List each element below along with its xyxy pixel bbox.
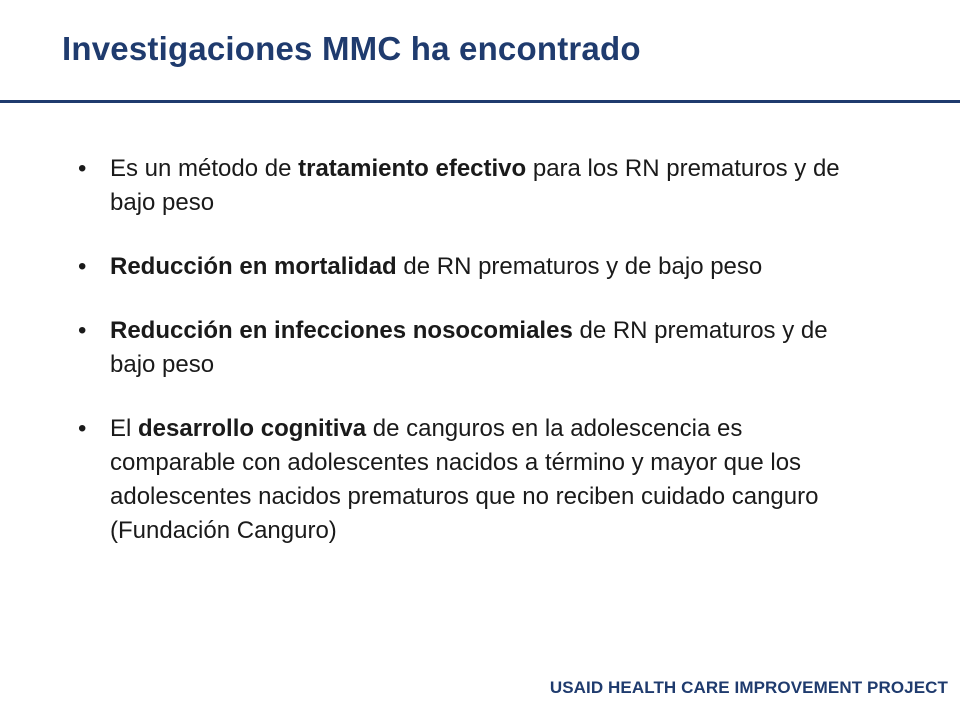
bullet-text-post: de RN prematuros y de bajo peso	[396, 253, 763, 280]
title-divider	[0, 100, 960, 103]
bullet-dot-icon: •	[78, 317, 87, 344]
bullet-text-bold: tratamiento efectivo	[298, 155, 527, 182]
bullet-item	[76, 314, 866, 382]
bullet-item	[76, 412, 866, 548]
bullet-item	[76, 152, 866, 220]
bullet-list	[76, 152, 866, 548]
slide-title: Investigaciones MMC ha encontrado	[62, 30, 641, 67]
bullet-item	[76, 250, 866, 284]
bullet-text-post: de RN prematuros y de bajo peso	[110, 317, 828, 378]
bullet-dot-icon: •	[78, 155, 87, 182]
bullet-dot-icon: •	[78, 415, 87, 442]
bullet-text-pre: Es un método de	[110, 155, 299, 182]
bullet-text-pre: El	[110, 415, 139, 442]
bullet-text-post: de canguros en la adolescencia es comparable con adolescentes nacidos a término y mayor que los adolescentes nacidos prematuros que no reciben cuidado canguro (Fundación Canguro)	[110, 415, 819, 544]
bullet-text-post: para los RN prematuros y de bajo peso	[110, 155, 840, 216]
footer-project-name: USAID HEALTH CARE IMPROVEMENT PROJECT	[549, 678, 948, 697]
bullet-text-bold: desarrollo cognitiva	[138, 415, 367, 442]
bullet-text-bold: Reducción en mortalidad	[110, 253, 397, 280]
bullet-dot-icon: •	[78, 253, 87, 280]
bullet-text-bold: Reducción en infecciones nosocomiales	[110, 317, 573, 344]
